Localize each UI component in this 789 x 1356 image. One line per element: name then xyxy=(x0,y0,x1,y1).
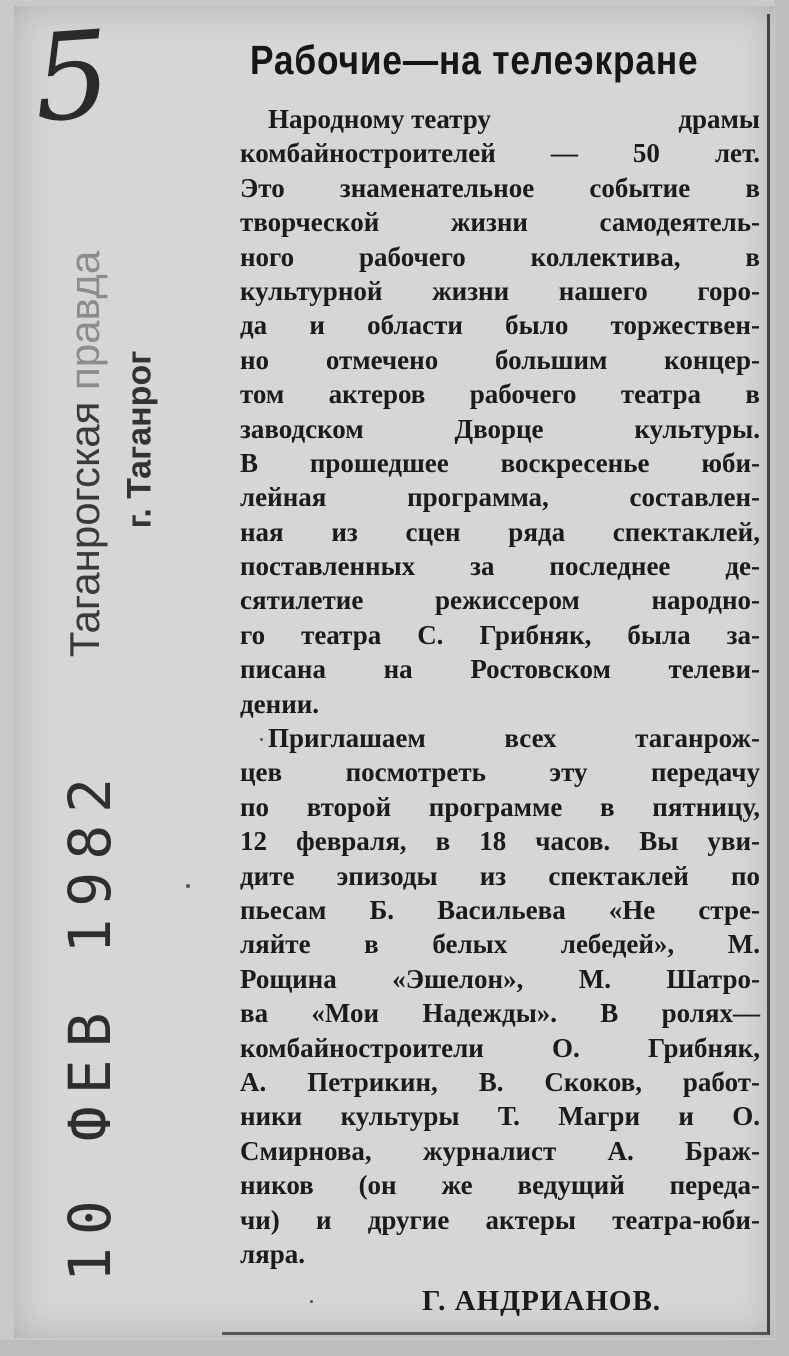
article-word: торжествен- xyxy=(610,310,760,341)
article-word: «Эшелон», xyxy=(392,963,524,994)
article-line xyxy=(240,515,760,549)
article-word: прошедшее xyxy=(309,447,449,478)
article-line xyxy=(240,618,760,652)
article-word: Приглашаем xyxy=(268,723,426,754)
article-word: и xyxy=(315,1204,332,1235)
article-word: на xyxy=(383,654,413,685)
article-word: Петрикин, xyxy=(307,1066,438,1097)
newspaper-name-main: Таганрогская xyxy=(61,401,108,658)
article-word: ва xyxy=(240,998,269,1029)
newspaper-name-stamp xyxy=(61,154,109,754)
article-word: ляра. xyxy=(240,1238,306,1269)
article-word: в xyxy=(364,929,379,960)
article-word: Грибняк, xyxy=(479,619,592,650)
article-word: 18 xyxy=(479,826,507,857)
article-line xyxy=(240,1203,760,1237)
article-word: том xyxy=(240,379,285,410)
article-word: событие xyxy=(589,172,691,203)
article-line xyxy=(240,102,760,136)
article-word: пятницу, xyxy=(652,791,760,822)
article-line xyxy=(240,1237,760,1271)
article-title: Рабочие—на телеэкране xyxy=(250,37,699,83)
article-word: О. xyxy=(552,1032,580,1063)
article-line xyxy=(240,205,760,239)
article-word: ляйте xyxy=(240,929,311,960)
article-word: жизни xyxy=(450,207,528,238)
article-line xyxy=(240,171,760,205)
article-word: уви- xyxy=(707,826,760,857)
article-word: отмечено xyxy=(325,344,439,375)
article-word: эту xyxy=(549,757,588,788)
article-word: сятилетие xyxy=(240,585,364,616)
article-word: актеры xyxy=(485,1204,576,1235)
article-word: переда- xyxy=(669,1170,760,1201)
article-word: жизни xyxy=(432,275,510,306)
article-word: коллектива, xyxy=(530,241,681,272)
article-word: поставленных xyxy=(240,551,416,582)
article-word: актеров xyxy=(328,379,426,410)
article-word: белых xyxy=(432,929,508,960)
article-word: комбайностроители xyxy=(240,1032,484,1063)
article-word: лейная xyxy=(240,482,327,513)
article-word: А. xyxy=(607,1135,634,1166)
article-word: де- xyxy=(725,551,760,582)
article-line xyxy=(240,1031,760,1065)
article-line xyxy=(240,343,760,377)
date-stamp: 10 ФЕВ 1982 xyxy=(56,765,124,1283)
article-word: ряда xyxy=(508,516,566,547)
article-line xyxy=(240,274,760,308)
dust-speck xyxy=(310,1300,313,1303)
article-word: Т. xyxy=(497,1101,520,1132)
article-word: культуры xyxy=(340,1101,460,1132)
article-word: лет. xyxy=(714,138,760,169)
article-word: (он xyxy=(358,1170,397,1201)
article-word: рабочего xyxy=(469,379,577,410)
article-word: народно- xyxy=(651,585,760,616)
article-word: В. xyxy=(478,1066,504,1097)
article-word: было xyxy=(505,310,569,341)
article-line xyxy=(240,687,760,721)
article-line xyxy=(240,824,760,858)
article-line xyxy=(240,996,760,1030)
article-line xyxy=(240,1134,760,1168)
article-line xyxy=(240,721,760,755)
article-word: М. xyxy=(578,963,611,994)
article-line xyxy=(240,480,760,514)
article-word: Грибняк, xyxy=(647,1032,760,1063)
article-word: спектаклей, xyxy=(612,516,760,547)
article-word: таганрож- xyxy=(635,723,760,754)
article-word: же xyxy=(441,1170,473,1201)
article-line xyxy=(240,652,760,686)
article-word: культурной xyxy=(240,275,383,306)
article-word: Ростовском xyxy=(470,654,611,685)
article-word: в xyxy=(745,172,760,203)
article-word: культуры. xyxy=(634,413,760,444)
newspaper-name-faded: правда xyxy=(61,250,108,390)
article-word: «Не xyxy=(608,894,656,925)
article-word: февраля, xyxy=(296,826,407,857)
article-line xyxy=(240,377,760,411)
article-word: воскресенье xyxy=(500,447,650,478)
article-word: журналист xyxy=(422,1135,557,1166)
article-word: в xyxy=(600,791,615,822)
article-word: юби- xyxy=(701,447,760,478)
article-line xyxy=(240,136,760,170)
article-word: творческой xyxy=(240,207,380,238)
article-word: но xyxy=(240,344,270,375)
article-word: концер- xyxy=(664,344,760,375)
article-word: цев xyxy=(240,757,283,788)
article-word: Это xyxy=(240,172,285,203)
article-word: Народному театру xyxy=(268,104,491,134)
article-word: В xyxy=(240,447,259,478)
article-word: в xyxy=(745,241,760,272)
article-word: Смирнова, xyxy=(240,1135,372,1166)
article-word: лебедей», xyxy=(560,929,675,960)
article-line xyxy=(240,859,760,893)
article-word: составлен- xyxy=(629,482,760,513)
article-word: О. xyxy=(732,1101,760,1132)
article-word: программе xyxy=(428,791,563,822)
article-word: работ- xyxy=(682,1066,760,1097)
article-word: «Мои xyxy=(311,998,380,1029)
article-line xyxy=(240,893,760,927)
article-line xyxy=(240,927,760,961)
article-word: стре- xyxy=(698,894,760,925)
article-word: Б. xyxy=(369,894,395,925)
article-word: 50 xyxy=(632,138,660,169)
article-word: ведущий xyxy=(517,1170,625,1201)
article-word: за xyxy=(470,551,495,582)
article-word: Скоков, xyxy=(544,1066,642,1097)
article-word: Магри xyxy=(558,1101,641,1132)
article-word: да xyxy=(240,310,268,341)
article-word: в xyxy=(435,826,451,857)
article-word: эпизоды xyxy=(336,860,438,891)
article-word: писана xyxy=(240,654,326,685)
article-word: — xyxy=(550,138,578,169)
article-word: и xyxy=(309,310,325,341)
article-word: спектаклей xyxy=(548,860,689,891)
article-word: большим xyxy=(494,344,608,375)
article-word: режиссером xyxy=(435,585,580,616)
article-word: по xyxy=(240,791,270,822)
article-line xyxy=(240,1065,760,1099)
article-word: передачу xyxy=(650,757,760,788)
article-word: ники xyxy=(240,1101,303,1132)
article-line xyxy=(240,583,760,617)
article-line xyxy=(240,1099,760,1133)
article-line xyxy=(240,962,760,996)
article-line xyxy=(240,755,760,789)
article-word: была xyxy=(627,619,691,650)
article-word: чи) xyxy=(240,1204,280,1235)
article-word: Вы xyxy=(639,826,679,857)
article-word: посмотреть xyxy=(345,757,486,788)
article-word: С. xyxy=(417,619,444,650)
article-word: В xyxy=(600,998,619,1029)
article-word: ного xyxy=(240,241,295,272)
article-word: драмы xyxy=(678,104,760,134)
article-line xyxy=(240,1168,760,1202)
article-word: самодеятель- xyxy=(599,207,760,238)
article-word: дите xyxy=(240,860,295,891)
article-word: заводском xyxy=(240,413,364,444)
article-word: Рощина xyxy=(240,963,337,994)
article-word: из xyxy=(331,516,358,547)
article-word: горо- xyxy=(697,275,760,306)
article-word: знаменательное xyxy=(339,172,535,203)
article-line xyxy=(240,412,760,446)
article-word: рабочего xyxy=(359,241,466,272)
article-word: М. xyxy=(727,929,760,960)
article-word: ная xyxy=(240,516,284,547)
article-line xyxy=(240,240,760,274)
article-word: за- xyxy=(726,619,760,650)
city-stamp: г. Таганрог xyxy=(120,350,159,529)
article-word: Дворце xyxy=(454,413,544,444)
article-line xyxy=(240,549,760,583)
article-word: пьесам xyxy=(240,894,327,925)
article-word: Шатро- xyxy=(666,963,760,994)
article-word: го xyxy=(240,619,266,650)
article-line xyxy=(240,790,760,824)
article-word: телеви- xyxy=(668,654,760,685)
article-word: нашего xyxy=(558,275,648,306)
dust-speck xyxy=(186,884,190,888)
article-word: из xyxy=(479,860,507,891)
dust-speck xyxy=(260,738,263,741)
article-word: театра-юби- xyxy=(612,1204,760,1235)
article-word: Васильева xyxy=(437,894,566,925)
article-word: ников xyxy=(240,1170,314,1201)
article-word: А. xyxy=(240,1066,267,1097)
article-word: по xyxy=(730,860,760,891)
article-word: и xyxy=(678,1101,694,1132)
article-word: театра xyxy=(620,379,702,410)
article-body xyxy=(240,102,760,1271)
article-word: всех xyxy=(504,723,557,754)
article-word: сцен xyxy=(405,516,461,547)
article-word: программа, xyxy=(407,482,549,513)
article-line xyxy=(240,446,760,480)
article-word: Надежды». xyxy=(422,998,558,1029)
article-word: другие xyxy=(367,1204,450,1235)
article-word: в xyxy=(745,379,760,410)
article-word: дении. xyxy=(240,688,320,719)
article-word: второй xyxy=(306,791,392,822)
article-author: Г. АНДРИАНОВ. xyxy=(422,1285,662,1317)
article-word: Браж- xyxy=(685,1135,760,1166)
article-word: области xyxy=(367,310,463,341)
article-word: последнее xyxy=(549,551,671,582)
scan-edge-right xyxy=(775,0,789,1356)
article-word: 12 xyxy=(240,826,267,857)
article-word: ролях— xyxy=(661,998,760,1029)
handwritten-page-number: 5 xyxy=(29,5,116,150)
article-line xyxy=(240,308,760,342)
article-word: театра xyxy=(301,619,382,650)
article-word: часов. xyxy=(535,826,611,857)
article-word: комбайностроителей xyxy=(240,138,496,169)
